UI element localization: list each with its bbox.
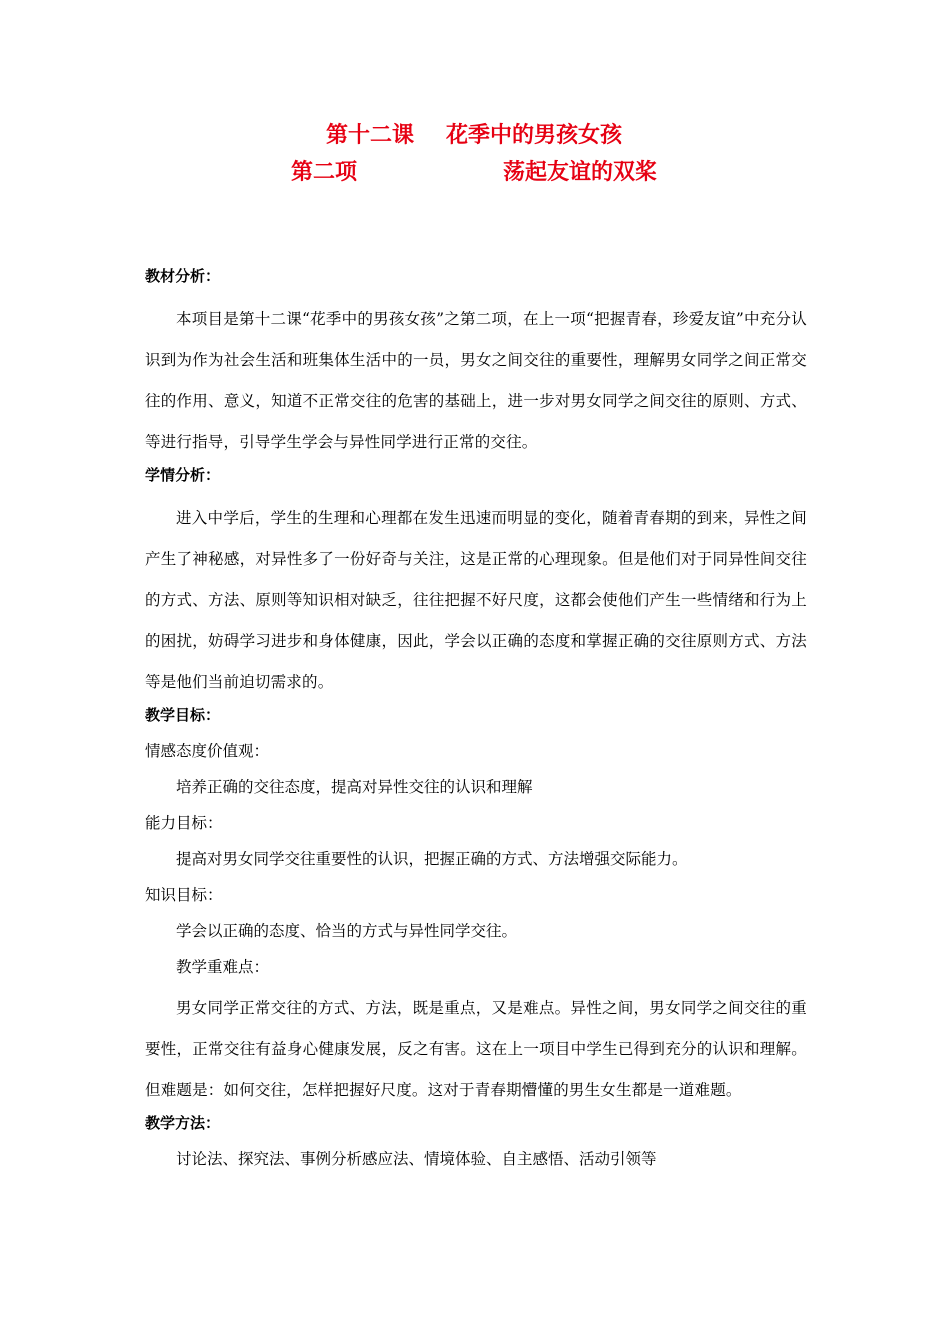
knowledge-goal-text: 学会以正确的态度、恰当的方式与异性同学交往。 xyxy=(176,922,518,940)
ability-goal-label: 能力目标： xyxy=(145,814,223,832)
document-body xyxy=(145,268,807,1167)
emotion-goal-label: 情感态度价值观： xyxy=(145,742,270,760)
knowledge-goal-label: 知识目标： xyxy=(145,886,223,904)
goals-heading: 教学目标： xyxy=(145,706,221,724)
emotion-goal-text: 培养正确的交往态度，提高对异性交往的认识和理解 xyxy=(176,778,533,796)
lesson-title: 花季中的男孩女孩 xyxy=(446,123,623,148)
students-heading: 学情分析： xyxy=(145,466,221,484)
material-paragraph: 本项目是第十二课“花季中的男孩女孩”之第二项，在上一项“把握青春，珍爱友谊”中充分认识到为作为社会生活和班集体生活中的一员，男女之间交往的重要性，理解男女同学之间正常交往的作用、意义，知道不正常交往的危害的基础上，进一步对男女同学之间交往的原则、方式、等进行指导，引导学生学会与异性同学进行正常的交往。 xyxy=(145,310,807,451)
lesson-number: 第十二课 xyxy=(326,123,415,148)
methods-heading: 教学方法： xyxy=(145,1114,221,1132)
methods-text: 讨论法、探究法、事例分析感应法、情境体验、自主感悟、活动引领等 xyxy=(176,1150,657,1168)
material-heading: 教材分析： xyxy=(145,267,221,285)
students-paragraph: 进入中学后，学生的生理和心理都在发生迅速而明显的变化，随着青春期的到来，异性之间产生了神秘感，对异性多了一份好奇与关注，这是正常的心理现象。但是他们对于同异性间交往的方式、方法、原则等知识相对缺乏，往往把握不好尺度，这都会使他们产生一些情绪和行为上的困扰，妨碍学习进步和身体健康，因此，学会以正确的态度和掌握正确的交往原则方式、方法等是他们当前迫切需求的。 xyxy=(145,509,807,691)
item-number: 第二项 xyxy=(291,160,358,185)
item-title: 荡起友谊的双桨 xyxy=(503,160,658,185)
ability-goal-text: 提高对男女同学交往重要性的认识，把握正确的方式、方法增强交际能力。 xyxy=(176,850,688,868)
difficulty-label: 教学重难点： xyxy=(176,958,270,976)
difficulty-paragraph: 男女同学正常交往的方式、方法，既是重点，又是难点。异性之间，男女同学之间交往的重要性，正常交往有益身心健康发展，反之有害。这在上一项目中学生已得到充分的认识和理解。但难题是：如何交往，怎样把握好尺度。这对于青春期懵懂的男生女生都是一道难题。 xyxy=(145,999,807,1099)
